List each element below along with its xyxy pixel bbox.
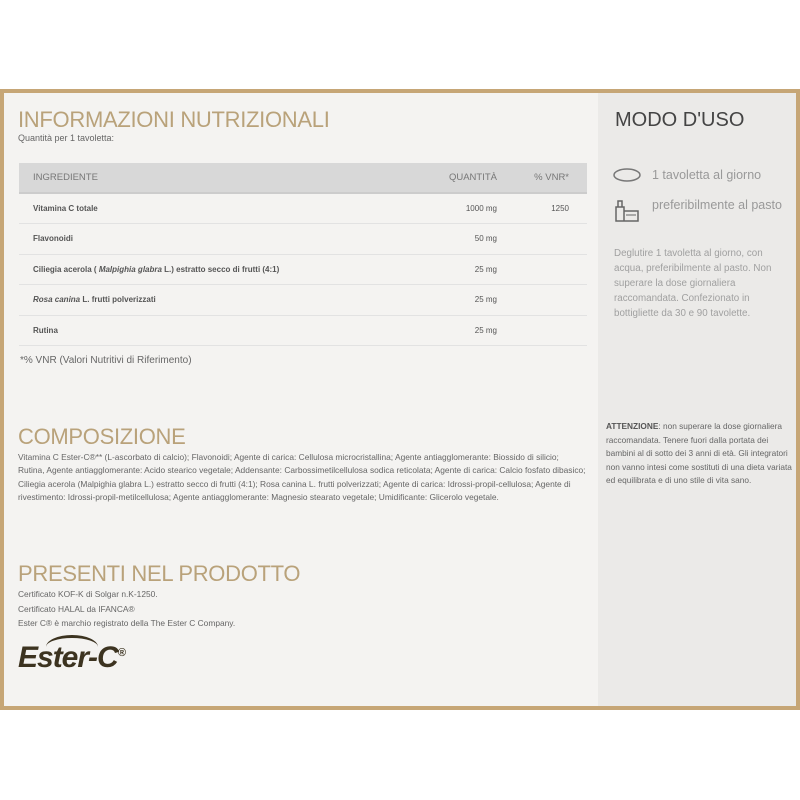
ingredient-qty: 25 mg: [377, 285, 497, 316]
ingredient-vnr: [497, 285, 587, 316]
left-column: [16, 93, 596, 706]
ingredient-vnr: [497, 224, 587, 255]
ingredient-name: Flavonoidi: [19, 224, 377, 255]
nutrition-table: [19, 163, 587, 346]
present-line: Ester C® è marchio registrato della The Ester C Company.: [18, 618, 236, 628]
text: Ciliegia acerola (: [33, 264, 99, 274]
ingredient-qty: 1000 mg: [377, 193, 497, 224]
ingredient-vnr: 1250: [497, 193, 587, 224]
nutrition-title: INFORMAZIONI NUTRIZIONALI: [18, 107, 330, 132]
logo-mark: ®: [117, 647, 125, 659]
usage-title: MODO D'USO: [615, 109, 745, 131]
ingredient-qty: 50 mg: [377, 224, 497, 255]
header-vnr: % VNR*: [497, 163, 587, 193]
usage-item-text: 1 tavoletta al giorno: [652, 168, 762, 182]
present-list: [18, 587, 235, 631]
present-line: Certificato KOF-K di Solgar n.K-1250.: [18, 589, 158, 599]
vnr-footnote: *% VNR (Valori Nutritivi di Riferimento): [20, 355, 192, 366]
composition-title: COMPOSIZIONE: [18, 424, 186, 449]
usage-description: Deglutire 1 tavoletta al giorno, con acqua, preferibilmente al pasto. Non superare la dose giornaliera raccomandata. Confezionato in bottigliette da 30 e 90 tavolette.: [614, 248, 772, 319]
ingredient-name: Rutina: [19, 315, 377, 346]
text: L.) estratto secco di frutti (4:1): [161, 264, 280, 274]
table-header: [19, 163, 587, 193]
ingredient-name: Vitamina C totale: [19, 193, 377, 224]
warning-body: : non superare la dose giornaliera raccomandata. Tenere fuori dalla portata dei bambini al di sotto dei 3 anni di età. Gli integratori non vanno intesi come sostituti di una dieta variata ed equilibrata e di uno stile di vita sano.: [606, 421, 792, 485]
product-info-panel: [0, 89, 800, 710]
present-title: PRESENTI NEL PRODOTTO: [18, 561, 301, 586]
ingredient-vnr: [497, 254, 587, 285]
composition-text: Vitamina C Ester-C®** (L-ascorbato di calcio); Flavonoidi; Agente di carica: Cellulosa microcristallina; Agente antiagglomerante: Biossido di silicio; Rutina, Agente antiagglomerante: Acido stearico vegetale; Addensante: Carbossimetilcellulosa sodica reticolata; Agente di carica: Calcio fosfato dibasico; Ciliegia acerola (Malpighia glabra L.) estratto secco di frutti (4:1); Rosa canina L. frutti polverizzati; Agente di carica: Idrossi-propil-cellulosa; Agente di rivestimento: Idrossi-propil-metilcellulosa; Agente antiagglomerante: Magnesio stearato vegetale; Umidificante: Glicerolo vegetale.: [18, 452, 586, 502]
warning-text: [606, 420, 792, 488]
logo-text: Ester-C: [18, 641, 118, 674]
table-row: [19, 193, 587, 224]
text-italic: Rosa canina: [33, 295, 81, 305]
warning-label: ATTENZIONE: [606, 421, 659, 431]
ingredient-qty: 25 mg: [377, 254, 497, 285]
text-italic: Malpighia glabra: [98, 264, 162, 274]
ester-c-logo: [18, 641, 125, 675]
nutrition-subtitle: Quantità per 1 tavoletta:: [18, 133, 115, 143]
text: L. frutti polverizzati: [80, 295, 156, 305]
table-row: [19, 224, 587, 255]
table-row: [19, 254, 587, 285]
tablet-icon: [612, 167, 642, 183]
usage-column: [598, 93, 796, 706]
header-quantity: QUANTITÀ: [377, 163, 497, 193]
present-line: Certificato HALAL da IFANCA®: [18, 603, 135, 614]
header-ingredient: INGREDIENTE: [19, 163, 377, 193]
meal-icon: [612, 197, 642, 223]
usage-item: [612, 167, 761, 184]
ingredient-qty: 25 mg: [377, 315, 497, 346]
table-row: [19, 315, 587, 346]
table-row: [19, 285, 587, 316]
ingredient-name: [19, 254, 377, 285]
usage-item-text: preferibilmente al pasto: [652, 198, 782, 212]
ingredient-vnr: [497, 315, 587, 346]
usage-item: [612, 197, 787, 223]
ingredient-name: [19, 285, 377, 316]
